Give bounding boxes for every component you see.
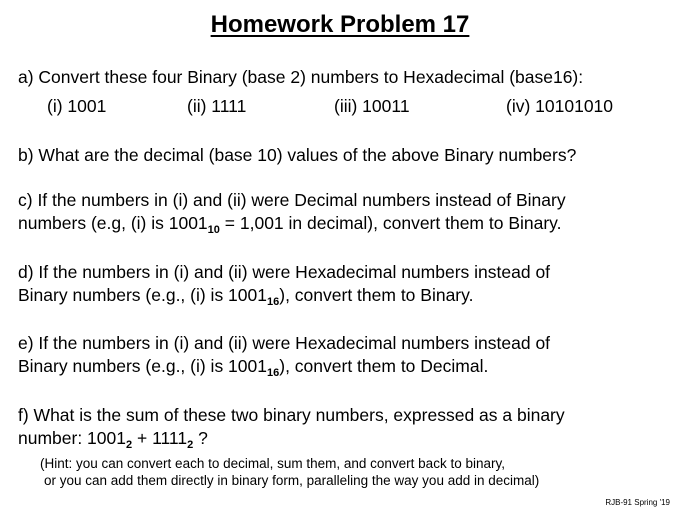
- part-d-line2-pre: Binary numbers (e.g., (i) is 1001: [18, 285, 267, 305]
- part-a-number-iv: (iv) 10101010: [506, 96, 614, 116]
- footer-course-term: RJB-91 Spring '19: [605, 498, 670, 507]
- part-f-line2-pre: number: 1001: [18, 428, 126, 448]
- part-c-line2: [18, 213, 562, 234]
- part-d-line1: d) If the numbers in (i) and (ii) were Hexadecimal numbers instead of: [18, 262, 551, 282]
- part-a-number-iii: (iii) 10011: [334, 96, 410, 116]
- part-c-line2-post: = 1,001 in decimal), convert them to Binary.: [219, 213, 562, 233]
- part-c-line2-pre: numbers (e.g, (i) is 1001: [18, 213, 208, 233]
- part-d-line2: [18, 285, 473, 306]
- part-e-base-subscript: 16: [267, 367, 280, 379]
- part-f-hint-line1: (Hint: you can convert each to decimal, sum them, and convert back to binary,: [40, 456, 505, 471]
- part-e-line1: e) If the numbers in (i) and (ii) were Hexadecimal numbers instead of: [18, 333, 551, 353]
- part-e-line2: [18, 356, 488, 377]
- part-f-line1: f) What is the sum of these two binary numbers, expressed as a binary: [18, 405, 565, 425]
- part-f-base-subscript-2: 2: [187, 439, 194, 451]
- page-title: Homework Problem 17: [210, 11, 470, 38]
- part-c-line1: c) If the numbers in (i) and (ii) were Decimal numbers instead of Binary: [18, 190, 566, 210]
- part-a-number-i: (i) 1001: [47, 96, 107, 116]
- part-f-base-subscript-1: 2: [126, 439, 133, 451]
- part-f-line2-post: ?: [193, 428, 208, 448]
- part-d-base-subscript: 16: [267, 296, 280, 308]
- part-a-prompt: a) Convert these four Binary (base 2) numbers to Hexadecimal (base16):: [18, 67, 584, 87]
- part-f-line2-mid: + 1111: [132, 428, 188, 448]
- part-e-line2-pre: Binary numbers (e.g., (i) is 1001: [18, 356, 267, 376]
- part-f-line2: [18, 428, 208, 449]
- part-c-base-subscript: 10: [207, 224, 220, 236]
- part-e-line2-post: ), convert them to Decimal.: [279, 356, 489, 376]
- part-d-line2-post: ), convert them to Binary.: [279, 285, 474, 305]
- part-a-number-ii: (ii) 1111: [187, 96, 247, 116]
- part-f-hint-line2: or you can add them directly in binary form, paralleling the way you add in decimal): [44, 473, 540, 488]
- part-b-prompt: b) What are the decimal (base 10) values of the above Binary numbers?: [18, 145, 577, 165]
